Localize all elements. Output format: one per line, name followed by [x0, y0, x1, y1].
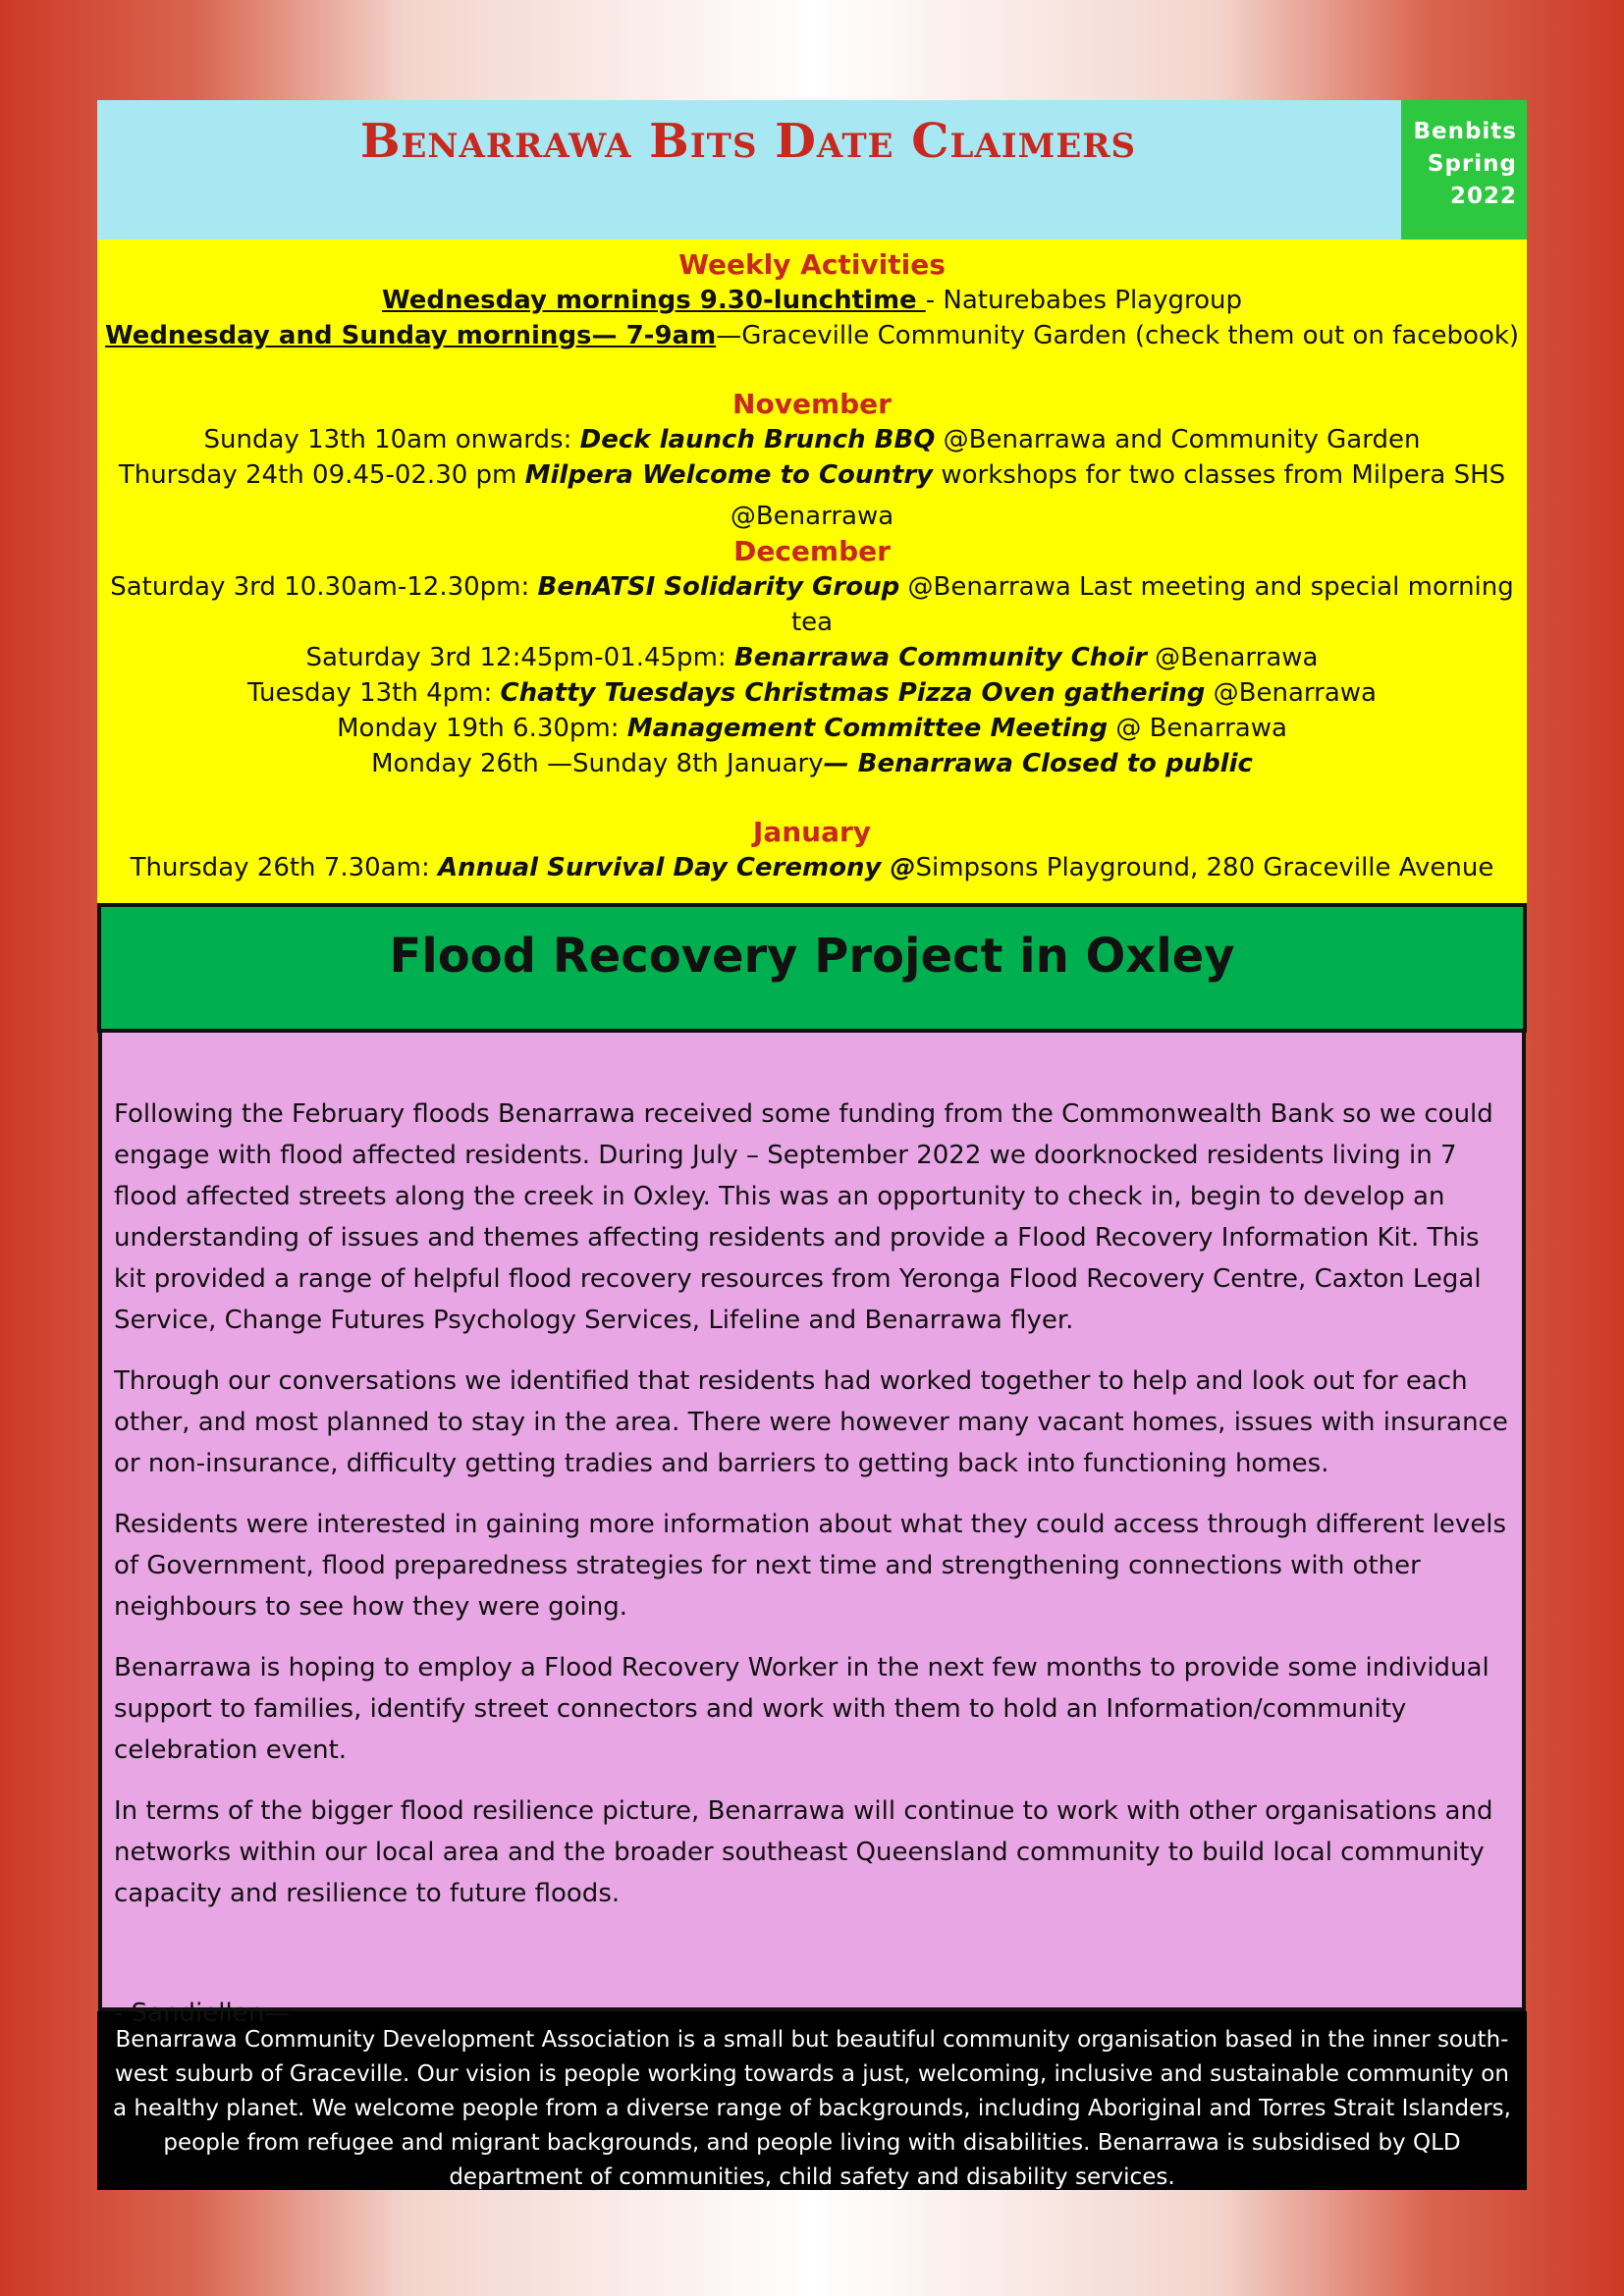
article-paragraph: Following the February floods Benarrawa received some funding from the Commonwealth Bank so we could engage with flood affected residents. During July – September 2022 we doorknocked residents living in 7 flood affected streets along the creek in Oxley. This was an opportunity to check in, begin to develop an understanding of issues and themes affecting residents and provide a Flood Recovery Information Kit. This kit provided a range of helpful flood recovery resources from Yeronga Flood Recovery Centre, Caxton Legal Service, Change Futures Psychology Services, Lifeline and Benarrawa flyer. — [114, 1099, 1493, 1335]
article-paragraph: Benarrawa is hoping to employ a Flood Recovery Worker in the next few months to provide some individual support to families, identify street connectors and work with them to hold an Information/community celebration event. — [114, 1653, 1489, 1765]
event-item: Monday 26th —Sunday 8th January— Benarrawa Closed to public — [371, 749, 1253, 778]
weekly-item: Wednesday mornings 9.30-lunchtime - Naturebabes Playgroup — [381, 286, 1243, 315]
article-signoff: - Sandiellen— — [114, 1999, 291, 2028]
badge-line: 2022 — [1449, 184, 1517, 209]
event-item: Sunday 13th 10am onwards: Deck launch Brunch BBQ @Benarrawa and Community Garden — [203, 425, 1421, 454]
event-item: Tuesday 13th 4pm: Chatty Tuesdays Christmas Pizza Oven gathering @Benarrawa — [247, 678, 1377, 708]
event-item: Saturday 3rd 10.30am-12.30pm: BenATSI Solidarity Group @Benarrawa Last meeting and special morning tea — [110, 572, 1514, 637]
header-banner — [97, 100, 1527, 240]
article-paragraph: In terms of the bigger flood resilience picture, Benarrawa will continue to work with other organisations and networks within our local area and the broader southeast Queensland community to build local community capacity and resilience to future floods. — [114, 1796, 1493, 1908]
event-item: Monday 19th 6.30pm: Management Committee Meeting @ Benarrawa — [337, 714, 1287, 743]
flood-article — [98, 1033, 1526, 2028]
page-title: Benarrawa Bits Date Claimers — [359, 114, 1137, 169]
december-heading: December — [733, 535, 891, 567]
weekly-item: Wednesday and Sunday mornings— 7-9am—Graceville Community Garden (check them out on facebook) — [104, 321, 1520, 350]
badge-line: Benbits — [1413, 119, 1517, 144]
event-item: Saturday 3rd 12:45pm-01.45pm: Benarrawa Community Choir @Benarrawa — [305, 643, 1319, 672]
footer-about: Benarrawa Community Development Association is a small but beautiful community organisation based in the inner south-west suburb of Graceville. Our vision is people working towards a just, welcoming, inclusive and sustainable community on a healthy planet. We welcome people from a diverse range of backgrounds, including Aboriginal and Torres Strait Islanders, people from refugee and migrant backgrounds, and people living with disabilities. Benarrawa is subsidised by QLD department of communities, child safety and disability services. — [97, 2011, 1527, 2190]
event-item: Thursday 24th 09.45-02.30 pm Milpera Welcome to Country workshops for two classes from Milpera SHS — [118, 460, 1506, 490]
january-heading: January — [752, 816, 872, 848]
weekly-heading: Weekly Activities — [678, 248, 946, 281]
event-item-tail: @Benarrawa — [730, 502, 894, 531]
article-paragraph: Residents were interested in gaining more information about what they could access through different levels of Government, flood preparedness strategies for next time and strengthening connections with other neighbours to see how they were going. — [114, 1510, 1507, 1622]
event-item: Thursday 26th 7.30am: Annual Survival Day Ceremony @Simpsons Playground, 280 Graceville Avenue — [130, 853, 1494, 882]
flood-title: Flood Recovery Project in Oxley — [389, 929, 1235, 984]
flood-title-banner — [97, 903, 1527, 1033]
date-claimers-section — [97, 240, 1527, 903]
article-paragraph: Through our conversations we identified that residents had worked together to help and look out for each other, and most planned to stay in the area. There were however many vacant homes, issues with insurance or non-insurance, difficulty getting tradies and barriers to getting back into functioning homes. — [114, 1366, 1508, 1478]
badge-line: Spring — [1427, 151, 1517, 177]
newsletter-page — [97, 100, 1527, 2190]
edition-badge — [1401, 100, 1527, 240]
november-heading: November — [732, 388, 892, 420]
